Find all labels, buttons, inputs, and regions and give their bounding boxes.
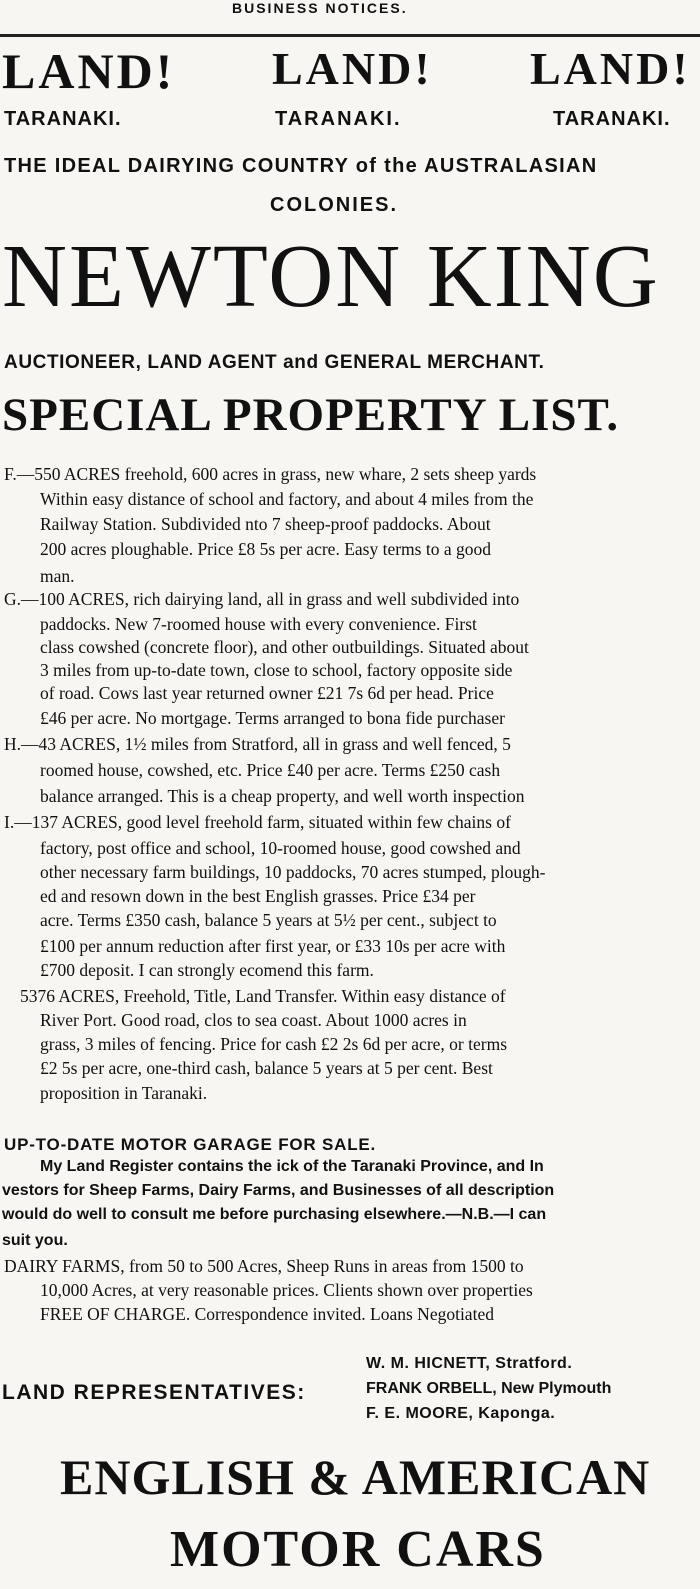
land-heading-right: LAND! — [530, 43, 691, 94]
listing-line: roomed house, cowshed, etc. Price £40 per acre. Terms £250 cash — [40, 760, 501, 780]
listing-line: River Port. Good road, clos to sea coast. About 1000 acres in — [40, 1010, 467, 1030]
dairy-line: 10,000 Acres, at very reasonable prices. Clients shown over properties — [40, 1280, 533, 1300]
list-title: SPECIAL PROPERTY LIST. — [2, 389, 620, 441]
listing-line: £46 per acre. No mortgage. Terms arranged to bona fide purchaser — [40, 708, 505, 728]
listing-line: £700 deposit. I can strongly ecomend this farm. — [40, 960, 374, 980]
place-left: TARANAKI. — [4, 108, 122, 130]
listing-line: 5376 ACRES, Freehold, Title, Land Transfer. Within easy distance of — [20, 986, 506, 1006]
section-header: BUSINESS NOTICES. — [232, 0, 408, 16]
listing-line: ed and resown down in the best English grasses. Price £34 per — [40, 886, 476, 906]
land-heading-center: LAND! — [272, 43, 433, 94]
listing-line: paddocks. New 7-roomed house with every convenience. First — [40, 614, 477, 634]
listing-line: G.—100 ACRES, rich dairying land, all in grass and well subdivided into — [4, 589, 520, 609]
tagline-line-1: THE IDEAL DAIRYING COUNTRY of the AUSTRALASIAN — [4, 155, 598, 177]
listing-line: H.—43 ACRES, 1½ miles from Stratford, all in grass and well fenced, 5 — [4, 734, 511, 754]
merchant-role: AUCTIONEER, LAND AGENT and GENERAL MERCHANT. — [4, 352, 545, 373]
place-center: TARANAKI. — [275, 108, 402, 130]
listing-line: F.—550 ACRES freehold, 600 acres in grass, new whare, 2 sets sheep yards — [4, 464, 537, 484]
listing-line: £100 per annum reduction after first year, or £33 10s per acre with — [40, 936, 506, 956]
listing-line: balance arranged. This is a cheap property, and well worth inspection — [40, 786, 525, 806]
dairy-line: FREE OF CHARGE. Correspondence invited. Loans Negotiated — [40, 1304, 494, 1324]
garage-line: suit you. — [2, 1232, 68, 1249]
listing-line: man. — [40, 566, 75, 586]
listing-line: 3 miles from up-to-date town, close to school, factory opposite side — [40, 660, 513, 680]
garage-line: My Land Register contains the ick of the Taranaki Province, and In — [40, 1158, 544, 1175]
tagline-line-2: COLONIES. — [270, 194, 399, 216]
representative-name: F. E. MOORE, Kaponga. — [366, 1405, 556, 1422]
listing-line: acre. Terms £350 cash, balance 5 years at 5½ per cent., subject to — [40, 910, 497, 930]
listing-line: I.—137 ACRES, good level freehold farm, situated within few chains of — [4, 812, 511, 832]
listing-line: of road. Cows last year returned owner £21 7s 6d per head. Price — [40, 683, 494, 703]
listing-line: factory, post office and school, 10-roomed house, good cowshed and — [40, 838, 521, 858]
listing-line: other necessary farm buildings, 10 paddocks, 70 acres stumped, plough- — [40, 862, 546, 882]
listing-line: proposition in Taranaki. — [40, 1083, 208, 1103]
representatives-label: LAND REPRESENTATIVES: — [2, 1381, 306, 1404]
listing-line: Within easy distance of school and factory, and about 4 miles from the — [40, 489, 534, 509]
representative-name: FRANK ORBELL, New Plymouth — [366, 1380, 612, 1397]
cars-heading-line-1: ENGLISH & AMERICAN — [60, 1449, 651, 1505]
merchant-name: NEWTON KING — [2, 227, 660, 326]
representative-name: W. M. HICNETT, Stratford. — [366, 1355, 573, 1372]
listing-line: £2 5s per acre, one-third cash, balance 5 years at 5 per cent. Best — [40, 1058, 493, 1078]
listing-line: 200 acres ploughable. Price £8 5s per acre. Easy terms to a good — [40, 539, 491, 559]
listing-line: Railway Station. Subdivided nto 7 sheep-proof paddocks. About — [40, 514, 491, 534]
garage-heading: UP-TO-DATE MOTOR GARAGE FOR SALE. — [4, 1135, 377, 1154]
land-heading-left: LAND! — [2, 43, 176, 99]
listing-line: grass, 3 miles of fencing. Price for cash £2 2s 6d per acre, or terms — [40, 1034, 508, 1054]
garage-line: would do well to consult me before purchasing elsewhere.—N.B.—I can — [2, 1206, 547, 1223]
listing-line: class cowshed (concrete floor), and other outbuildings. Situated about — [40, 637, 529, 657]
dairy-line: DAIRY FARMS, from 50 to 500 Acres, Sheep Runs in areas from 1500 to — [4, 1256, 524, 1276]
place-right: TARANAKI. — [553, 108, 671, 130]
header-divider — [0, 34, 700, 37]
garage-line: vestors for Sheep Farms, Dairy Farms, and Businesses of all description — [2, 1182, 555, 1199]
cars-heading-line-2: MOTOR CARS — [170, 1521, 546, 1578]
